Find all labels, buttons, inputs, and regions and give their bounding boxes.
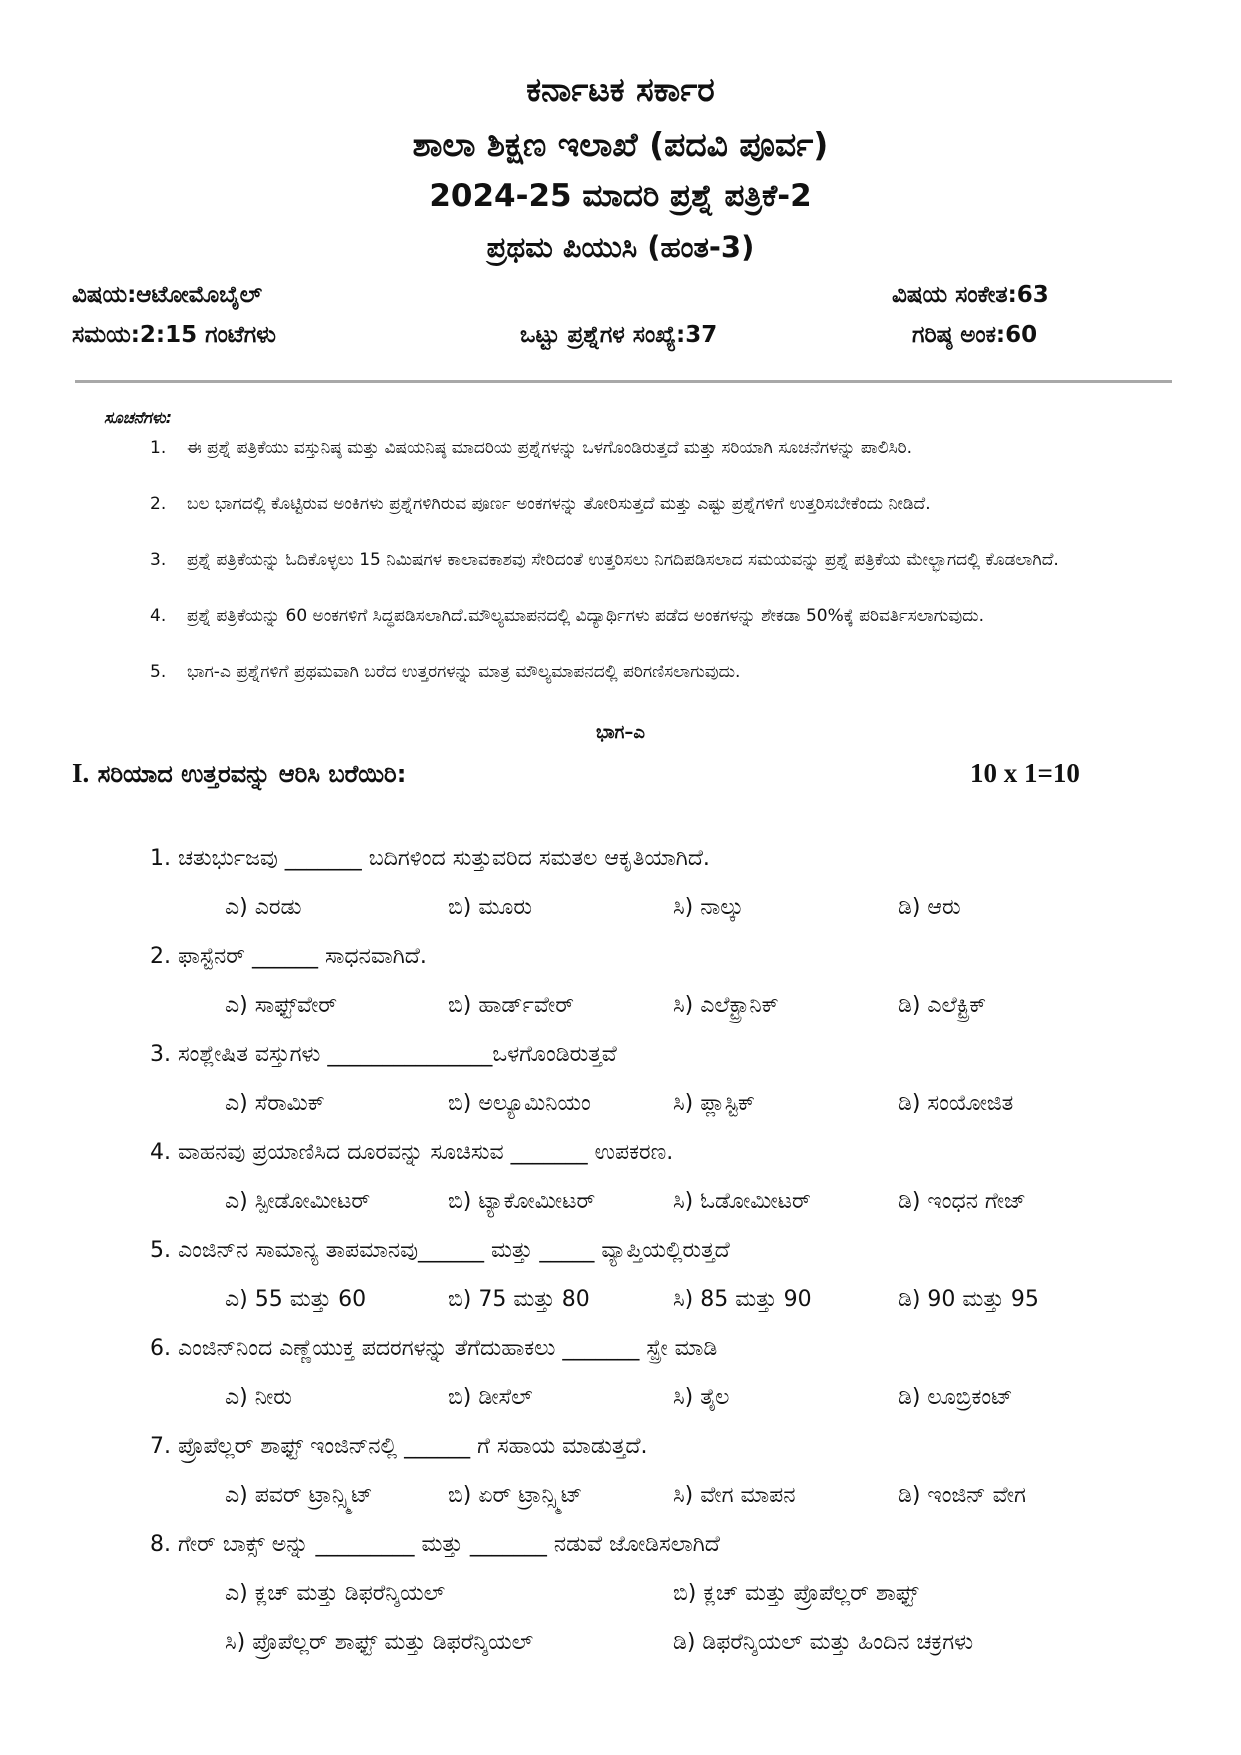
instruction-number: 2.	[150, 494, 167, 514]
instruction-text: ಭಾಗ-ಎ ಪ್ರಶ್ನೆಗಳಿಗೆ ಪ್ರಥಮವಾಗಿ ಬರೆದ ಉತ್ತರಗಳನ್ನು ಮಾತ್ರ ಮೌಲ್ಯಮಾಪನದಲ್ಲಿ ಪರಿಗಣಿಸಲಾಗುವುದು.	[187, 662, 741, 682]
instruction-text: ಪ್ರಶ್ನೆ ಪತ್ರಿಕೆಯನ್ನು 60 ಅಂಕಗಳಿಗೆ ಸಿದ್ಧಪಡಿಸಲಾಗಿದೆ.ಮೌಲ್ಯಮಾಪನದಲ್ಲಿ ವಿದ್ಯಾರ್ಥಿಗಳು ಪಡೆದ ಅಂಕಗಳನ್ನು ಶೇಕಡಾ 50%ಕ್ಕೆ ಪರಿವರ್ತಿಸಲಾಗುವುದು.	[187, 606, 984, 626]
option-a: ಎ) ಎರಡು	[225, 895, 302, 920]
option-a: ಎ) ಸ್ಪೀಡೋಮೀಟರ್	[225, 1189, 371, 1214]
meta-subject: ವಿಷಯ:ಆಟೋಮೊಬೈಲ್	[72, 282, 262, 308]
option-c: ಸಿ) ಎಲೆಕ್ಟ್ರಾನಿಕ್	[673, 993, 779, 1018]
option-b: ಬಿ) ಡೀಸೆಲ್	[448, 1385, 533, 1410]
option-a: ಎ) ಕ್ಲಚ್ ಮತ್ತು ಡಿಫರೆನ್ಶಿಯಲ್	[225, 1581, 446, 1606]
section-instruction: ಸರಿಯಾದ ಉತ್ತರವನ್ನು ಆರಿಸಿ ಬರೆಯಿರಿ:	[97, 760, 407, 788]
header-class: ಪ್ರಥಮ ಪಿಯುಸಿ (ಹಂತ-3)	[486, 230, 755, 264]
option-c: ಸಿ) ಪ್ಲಾಸ್ಟಿಕ್	[673, 1091, 756, 1116]
option-b: ಬಿ) ಟ್ಯಾಕೋಮೀಟರ್	[448, 1189, 596, 1214]
option-d: ಡಿ) ಡಿಫರೆನ್ಶಿಯಲ್ ಮತ್ತು ಹಿಂದಿನ ಚಕ್ರಗಳು	[673, 1630, 974, 1655]
instructions-title: ಸೂಚನೆಗಳು:	[104, 408, 172, 427]
option-a: ಎ) ಪವರ್ ಟ್ರಾನ್ಸ್ಮಿಟ್	[225, 1483, 373, 1508]
instruction-text: ಪ್ರಶ್ನೆ ಪತ್ರಿಕೆಯನ್ನು ಓದಿಕೊಳ್ಳಲು 15 ನಿಮಿಷಗಳ ಕಾಲಾವಕಾಶವು ಸೇರಿದಂತೆ ಉತ್ತರಿಸಲು ನಿಗದಿಪಡಿಸಲಾದ ಸಮಯವನ್ನು ಪ್ರಶ್ನೆ ಪತ್ರಿಕೆಯ ಮೇಲ್ಭಾಗದಲ್ಲಿ ಕೊಡಲಾಗಿದೆ.	[187, 550, 1059, 570]
option-c: ಸಿ) 85 ಮತ್ತು 90	[673, 1287, 812, 1312]
option-c: ಸಿ) ಓಡೋಮೀಟರ್	[673, 1189, 811, 1214]
section-number: I.	[72, 758, 90, 788]
option-a: ಎ) 55 ಮತ್ತು 60	[225, 1287, 367, 1312]
option-d: ಡಿ) ಸಂಯೋಜಿತ	[898, 1091, 1014, 1116]
option-a: ಎ) ಸಾಫ್ಟ್‌ವೇರ್	[225, 993, 338, 1018]
option-d: ಡಿ) ಲೂಬ್ರಿಕಂಟ್	[898, 1385, 1013, 1410]
question-text: 6. ಎಂಜಿನ್‌ನಿಂದ ಎಣ್ಣೆಯುಕ್ತ ಪದರಗಳನ್ನು ತೆಗೆದುಹಾಕಲು _______ ಸ್ಪ್ರೇ ಮಾಡಿ	[150, 1336, 718, 1361]
instruction-number: 5.	[150, 662, 167, 682]
option-d: ಡಿ) ಎಲೆಕ್ಟ್ರಿಕ್	[898, 993, 987, 1018]
option-c: ಸಿ) ವೇಗ ಮಾಪನ	[673, 1483, 796, 1508]
meta-max-marks: ಗರಿಷ್ಠ ಅಂಕ:60	[912, 322, 1038, 348]
option-c: ಸಿ) ನಾಲ್ಕು	[673, 895, 744, 920]
question-text: 5. ಎಂಜಿನ್‌ನ ಸಾಮಾನ್ಯ ತಾಪಮಾನವು______ ಮತ್ತು _____ ವ್ಯಾಪ್ತಿಯಲ್ಲಿರುತ್ತದೆ	[150, 1238, 730, 1263]
question-text: 4. ವಾಹನವು ಪ್ರಯಾಣಿಸಿದ ದೂರವನ್ನು ಸೂಚಿಸುವ _______ ಉಪಕರಣ.	[150, 1140, 674, 1165]
option-d: ಡಿ) ಇಂಧನ ಗೇಜ್	[898, 1189, 1026, 1214]
meta-total-questions: ಒಟ್ಟು ಪ್ರಶ್ನೆಗಳ ಸಂಖ್ಯೆ:37	[520, 322, 718, 348]
section-heading	[72, 758, 406, 789]
header-divider	[75, 380, 1172, 383]
header-paper-title: 2024-25 ಮಾದರಿ ಪ್ರಶ್ನೆ ಪತ್ರಿಕೆ-2	[429, 178, 812, 214]
question-text: 7. ಪ್ರೊಪೆಲ್ಲರ್ ಶಾಫ್ಟ್ ಇಂಜಿನ್‌ನಲ್ಲಿ ______ ಗೆ ಸಹಾಯ ಮಾಡುತ್ತದೆ.	[150, 1434, 648, 1459]
part-a-heading: ಭಾಗ–ಎ	[596, 722, 645, 743]
question-text: 2. ಫಾಸ್ಟೆನರ್ ______ ಸಾಧನವಾಗಿದೆ.	[150, 944, 427, 969]
header-government: ಕರ್ನಾಟಕ ಸರ್ಕಾರ	[526, 70, 715, 109]
meta-time: ಸಮಯ:2:15 ಗಂಟೆಗಳು	[72, 322, 276, 348]
option-b: ಬಿ) ಹಾರ್ಡ್‌ವೇರ್	[448, 993, 575, 1018]
instruction-number: 1.	[150, 438, 167, 458]
option-b: ಬಿ) ಅಲ್ಯೂಮಿನಿಯಂ	[448, 1091, 591, 1116]
question-text: 1. ಚತುರ್ಭುಜವು _______ ಬದಿಗಳಿಂದ ಸುತ್ತುವರಿದ ಸಮತಲ ಆಕೃತಿಯಾಗಿದೆ.	[150, 846, 710, 871]
option-a: ಎ) ಸೆರಾಮಿಕ್	[225, 1091, 325, 1116]
option-b: ಬಿ) ಕ್ಲಚ್ ಮತ್ತು ಪ್ರೊಪೆಲ್ಲರ್ ಶಾಫ್ಟ್	[673, 1581, 919, 1606]
meta-subject-code: ವಿಷಯ ಸಂಕೇತ:63	[892, 282, 1049, 308]
option-b: ಬಿ) ಏರ್ ಟ್ರಾನ್ಸ್ಮಿಟ್	[448, 1483, 583, 1508]
instruction-text: ಈ ಪ್ರಶ್ನೆ ಪತ್ರಿಕೆಯು ವಸ್ತುನಿಷ್ಠ ಮತ್ತು ವಿಷಯನಿಷ್ಠ ಮಾದರಿಯ ಪ್ರಶ್ನೆಗಳನ್ನು ಒಳಗೊಂಡಿರುತ್ತದೆ ಮತ್ತು ಸರಿಯಾಗಿ ಸೂಚನೆಗಳನ್ನು ಪಾಲಿಸಿರಿ.	[187, 438, 912, 458]
instruction-number: 4.	[150, 606, 167, 626]
section-marks: 10 x 1=10	[970, 758, 1080, 788]
option-d: ಡಿ) ಇಂಜಿನ್ ವೇಗ	[898, 1483, 1026, 1508]
option-d: ಡಿ) 90 ಮತ್ತು 95	[898, 1287, 1039, 1312]
option-a: ಎ) ನೀರು	[225, 1385, 292, 1410]
option-b: ಬಿ) 75 ಮತ್ತು 80	[448, 1287, 590, 1312]
instruction-text: ಬಲ ಭಾಗದಲ್ಲಿ ಕೊಟ್ಟಿರುವ ಅಂಕಿಗಳು ಪ್ರಶ್ನೆಗಳಿಗಿರುವ ಪೂರ್ಣ ಅಂಕಗಳನ್ನು ತೋರಿಸುತ್ತದೆ ಮತ್ತು ಎಷ್ಟು ಪ್ರಶ್ನೆಗಳಿಗೆ ಉತ್ತರಿಸಬೇಕೆಂದು ನೀಡಿದೆ.	[187, 494, 931, 514]
question-text: 8. ಗೇರ್ ಬಾಕ್ಸ್ ಅನ್ನು _________ ಮತ್ತು _______ ನಡುವೆ ಜೋಡಿಸಲಾಗಿದೆ	[150, 1532, 720, 1557]
header-department: ಶಾಲಾ ಶಿಕ್ಷಣ ಇಲಾಖೆ (ಪದವಿ ಪೂರ್ವ)	[412, 125, 829, 164]
question-text: 3. ಸಂಶ್ಲೇಷಿತ ವಸ್ತುಗಳು _______________ಒಳಗೊಂಡಿರುತ್ತವೆ	[150, 1042, 617, 1067]
option-d: ಡಿ) ಆರು	[898, 895, 961, 920]
option-c: ಸಿ) ಪ್ರೊಪೆಲ್ಲರ್ ಶಾಫ್ಟ್ ಮತ್ತು ಡಿಫರೆನ್ಶಿಯಲ್	[225, 1630, 534, 1655]
option-c: ಸಿ) ತೈಲ	[673, 1385, 730, 1410]
option-b: ಬಿ) ಮೂರು	[448, 895, 532, 920]
instruction-number: 3.	[150, 550, 167, 570]
